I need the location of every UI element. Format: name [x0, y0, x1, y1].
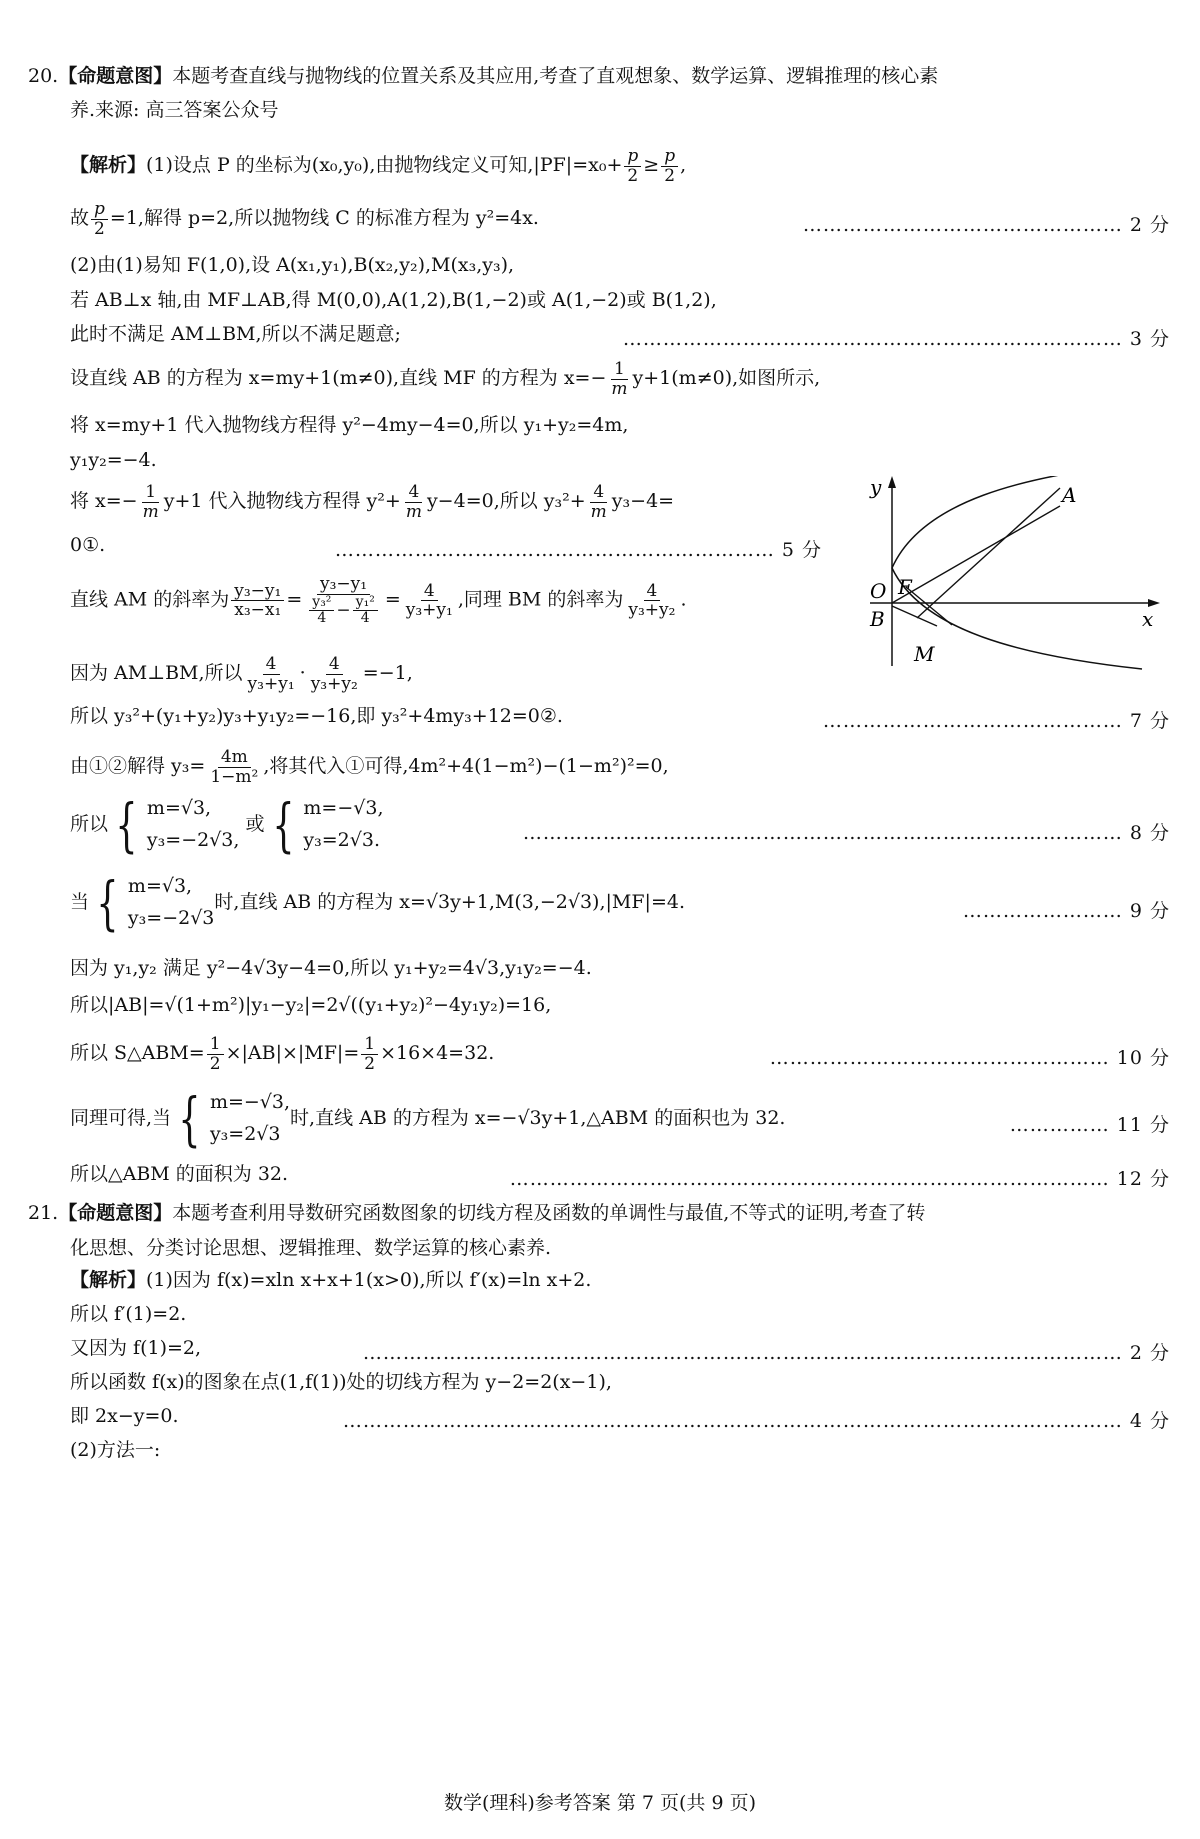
q20-intent-line2: 养.来源: 高三答案公众号 — [70, 99, 279, 121]
q20-analysis-tag: 【解析】 — [70, 154, 147, 177]
fig-label-M: M — [914, 642, 935, 666]
equation-system: { m=√3, y₃=−2√3, — [115, 791, 240, 859]
score-marker: ……………………………………………………………………………… 8 分 — [522, 822, 1170, 844]
fraction: $\frac{4}{\text{y₃+y₂}}$ — [310, 654, 358, 694]
fraction-p-over-2: $\frac{p}{2}$ — [661, 147, 678, 185]
q20-intent-line1 — [28, 66, 938, 88]
parabola-curve — [892, 476, 1142, 669]
score-marker: …………………… 9 分 — [962, 900, 1170, 922]
q20-line: 0①. — [70, 534, 106, 556]
q21-line: 又因为 f(1)=2, — [70, 1337, 202, 1359]
fig-label-x: x — [1142, 607, 1154, 631]
score-marker: …………… 11 分 — [1009, 1114, 1170, 1136]
equation-system: { m=−√3, y₃=2√3 — [178, 1085, 291, 1153]
fig-label-A: A — [1062, 483, 1077, 507]
q20-line: 设直线 AB 的方程为 x=my+1(m≠0),直线 MF 的方程为 x=− $\frac{1}{m}$ y+1(m≠0),如图所示, — [70, 359, 821, 399]
q20-text: ≥ — [643, 154, 660, 177]
q21-intent-tag: 【命题意图】 — [58, 1202, 173, 1224]
q20-line: 由①②解得 y₃= $\frac{4m}{\text{1−m²}}$ ,将其代入①可得,4m²+4(1−m²)−(1−m²)²=0, — [70, 747, 669, 787]
q21-line: 所以 f′(1)=2. — [70, 1303, 187, 1325]
fraction: $\frac{4}{\text{y₃+y₂}}$ — [628, 580, 676, 621]
score-marker: ………………………………………… 2 分 — [802, 214, 1170, 236]
q21-line: (2)方法一: — [70, 1439, 161, 1461]
fraction: $\frac{4}{\text{y₃+y₁}}$ — [405, 580, 453, 621]
fraction-p-over-2: $\frac{p}{2}$ — [91, 200, 108, 238]
q20-line: 所以 y₃²+(y₁+y₂)y₃+y₁y₂=−16,即 y₃²+4my₃+12=0②. — [70, 705, 563, 727]
score-marker: …………………………………………………………………………………………………… 2 分 — [362, 1342, 1170, 1364]
fraction: $\frac{4m}{\text{1−m²}}$ — [210, 747, 259, 787]
score-marker: ………………………………………………………………… 3 分 — [622, 328, 1170, 350]
fraction: $\frac{\text{y₃−y₁}}{\text{x₃−x₁}}$ — [231, 582, 284, 620]
x-axis-arrow — [1148, 599, 1160, 607]
q20-line: 若 AB⊥x 轴,由 MF⊥AB,得 M(0,0),A(1,2),B(1,−2)或 A(1,−2)或 B(1,2), — [70, 289, 717, 311]
q20-line: 当 { m=√3, y₃=−2√3 时,直线 AB 的方程为 x=√3y+1,M(3,−2√3),|MF|=4. — [70, 869, 685, 937]
line-BM — [892, 606, 937, 626]
q21-analysis-line1: 【解析】(1)因为 f(x)=xln x+x+1(x>0),所以 f′(x)=ln x+2. — [70, 1269, 592, 1291]
q20-line: 将 x=− $\frac{1}{m}$ y+1 代入抛物线方程得 y²+ $\frac{4}{m}$ y−4=0,所以 y₃²+ $\frac{4}{m}$ y₃−4= — [70, 482, 675, 522]
fig-label-y: y — [870, 476, 882, 499]
q20-line: 所以|AB|=√(1+m²)|y₁−y₂|=2√((y₁+y₂)²−4y₁y₂)=16, — [70, 994, 552, 1016]
q20-line: 因为 AM⊥BM,所以 $\frac{4}{\text{y₃+y₁}}$ · $\frac{4}{\text{y₃+y₂}}$ =−1, — [70, 654, 413, 694]
fig-label-B: B — [870, 607, 885, 631]
y-axis-arrow — [888, 476, 896, 488]
q20-line: y₁y₂=−4. — [70, 449, 157, 471]
fraction: y₃−y₁ $\frac{\text{y₃²}}{4}$ − $\frac{\text{y₁²}}{4}$ — [304, 575, 383, 626]
score-marker: ……………………………………… 7 分 — [822, 710, 1170, 732]
q20-line: 所以△ABM 的面积为 32. — [70, 1163, 289, 1185]
score-marker: ……………………………………………………………………………… 12 分 — [509, 1168, 1170, 1190]
fraction: $\frac{4}{\text{y₃+y₁}}$ — [247, 654, 295, 694]
q20-line: 因为 y₁,y₂ 满足 y²−4√3y−4=0,所以 y₁+y₂=4√3,y₁y₂=−4. — [70, 957, 592, 979]
q20-line: 所以 { m=√3, y₃=−2√3, 或 { m=−√3, y₃=2√3. — [70, 791, 384, 859]
q20-analysis-line2: 故 $\frac{p}{2}$ =1,解得 p=2,所以抛物线 C 的标准方程为 y²=4x. — [70, 199, 539, 239]
score-marker: ………………………………………………………… 5 分 — [334, 539, 822, 561]
page-footer: 数学(理科)参考答案 第 7 页(共 9 页) — [443, 1792, 757, 1814]
equation-system: { m=−√3, y₃=2√3. — [271, 791, 384, 859]
q21-intent-line1 — [28, 1203, 925, 1225]
fraction: $\frac{1}{2}$ — [361, 1035, 378, 1073]
q21-line: 即 2x−y=0. — [70, 1405, 179, 1427]
fraction: $\frac{4}{m}$ — [405, 482, 422, 522]
q21-line: 所以函数 f(x)的图象在点(1,f(1))处的切线方程为 y−2=2(x−1), — [70, 1371, 612, 1393]
fig-label-O: O — [870, 579, 887, 603]
fraction: $\frac{1}{2}$ — [207, 1035, 224, 1073]
q21-intent-text: 本题考查利用导数研究函数图象的切线方程及函数的单调性与最值,不等式的证明,考查了转 — [172, 1202, 926, 1224]
q20-line: (2)由(1)易知 F(1,0),设 A(x₁,y₁),B(x₂,y₂),M(x₃,y₃), — [70, 254, 515, 276]
q20-analysis-line1: 【解析】(1)设点 P 的坐标为(x₀,y₀),由抛物线定义可知,|PF|=x₀+ $\frac{p}{2}$ ≥ $\frac{p}{2}$ , — [70, 146, 687, 186]
fig-label-F: F — [898, 575, 912, 599]
line-AB — [892, 506, 1060, 603]
q21-number: 21. — [28, 1202, 59, 1224]
fraction-1-over-m: $\frac{1}{m}$ — [611, 359, 628, 399]
q20-number: 20. — [28, 65, 59, 87]
equation-system: { m=√3, y₃=−2√3 — [96, 869, 215, 937]
q20-line: 此时不满足 AM⊥BM,所以不满足题意; — [70, 323, 401, 345]
line-AM — [917, 488, 1060, 618]
parabola-figure — [862, 476, 1162, 671]
fraction: $\frac{1}{m}$ — [142, 482, 159, 522]
fraction: $\frac{4}{m}$ — [590, 482, 607, 522]
fraction-p-over-2: $\frac{p}{2}$ — [624, 147, 641, 185]
q20-intent-text: 本题考查直线与抛物线的位置关系及其应用,考查了直观想象、数学运算、逻辑推理的核心素 — [172, 65, 939, 87]
q20-line: 直线 AM 的斜率为 $\frac{\text{y₃−y₁}}{\text{x₃−x₁}}$ = y₃−y₁ $\frac{\text{y₃²}}{4}$ − $\frac{\text{y₁²}}{4}$ = $\frac{4}{\text{y₃+y₁}}$ ,同理 BM 的斜率为 $\frac{4}{\text{y₃+y₂}}$ . — [70, 574, 687, 627]
q21-intent-line2: 化思想、分类讨论思想、逻辑推理、数学运算的核心素养. — [70, 1237, 552, 1259]
q20-text: (1)设点 P 的坐标为(x₀,y₀),由抛物线定义可知,|PF|=x₀+ — [146, 154, 623, 177]
q20-line: 所以 S△ABM= $\frac{1}{2}$ ×|AB|×|MF|= $\frac{1}{2}$ ×16×4=32. — [70, 1034, 495, 1074]
score-marker: ……………………………………………………………………………………………………… 4 分 — [342, 1410, 1170, 1432]
q20-line: 同理可得,当 { m=−√3, y₃=2√3 时,直线 AB 的方程为 x=−√3y+1,△ABM 的面积也为 32. — [70, 1085, 786, 1153]
q20-intent-tag: 【命题意图】 — [58, 65, 173, 87]
score-marker: …………………………………………… 10 分 — [769, 1047, 1170, 1069]
q21-analysis-tag: 【解析】 — [70, 1269, 147, 1291]
q20-line: 将 x=my+1 代入抛物线方程得 y²−4my−4=0,所以 y₁+y₂=4m, — [70, 414, 629, 436]
